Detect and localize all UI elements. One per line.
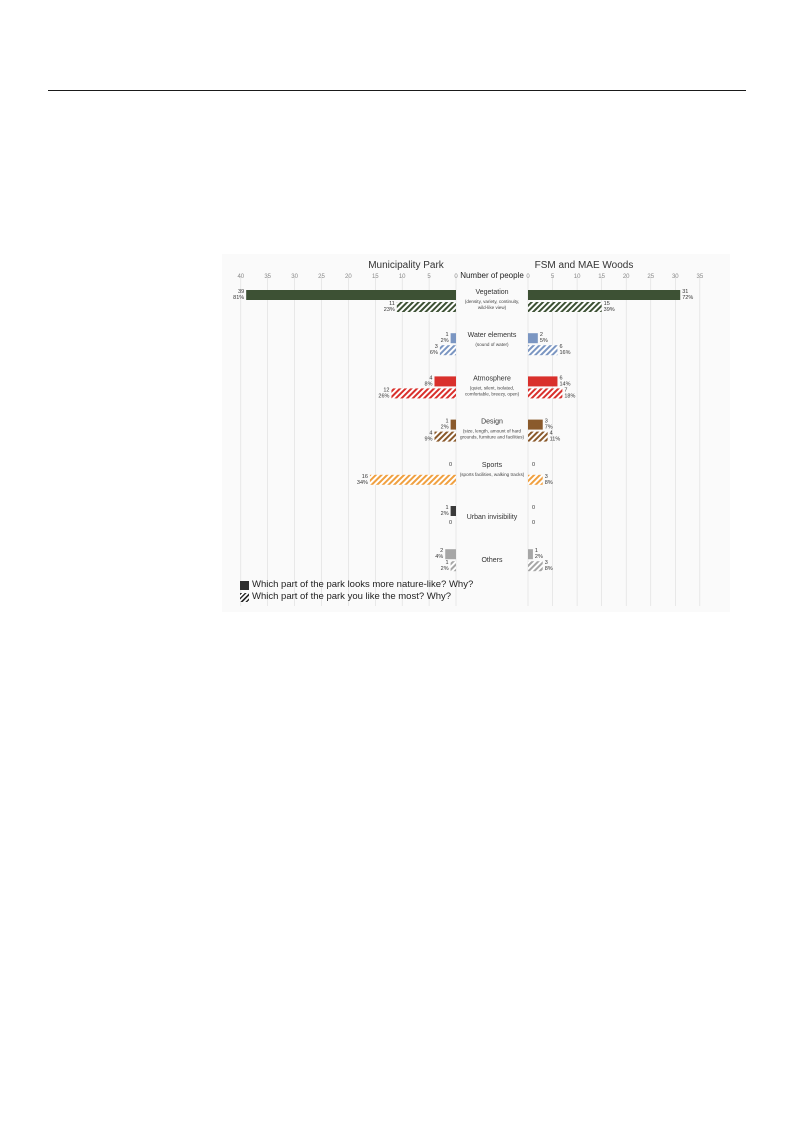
label-right-like-others-count: 3 — [544, 560, 548, 567]
label-left-nature-urban-invisibility-percent: 2% — [440, 511, 449, 517]
legend-item-like — [240, 591, 473, 603]
category-label-others: Others — [481, 557, 503, 565]
label-right-like-vegetation-count: 15 — [603, 301, 610, 307]
bar-right-like-vegetation — [528, 302, 602, 312]
legend-label-like: Which part of the park you like the most? Why? — [252, 591, 452, 602]
label-left-nature-design-count: 1 — [445, 418, 449, 425]
bar-left-like-sports — [370, 475, 456, 485]
label-left-like-atmosphere-count: 12 — [383, 387, 390, 394]
tick-label: 25 — [647, 274, 655, 280]
label-right-nature-vegetation-count: 31 — [682, 289, 689, 295]
bar-right-nature-design — [528, 420, 543, 430]
page-header-rule — [48, 90, 746, 91]
label-left-nature-others-percent: 4% — [435, 554, 444, 561]
category-desc-atmosphere: (quiet, silent, isolated, — [469, 385, 515, 391]
tick-label: 35 — [264, 274, 272, 280]
label-left-like-vegetation-percent: 23% — [383, 307, 395, 313]
label-right-like-water-elements-percent: 16% — [559, 350, 571, 357]
bar-right-like-atmosphere — [528, 388, 562, 398]
label-left-nature-urban-invisibility-count: 1 — [445, 505, 449, 511]
legend-swatch-hatched — [240, 593, 249, 602]
label-right-nature-design-count: 3 — [544, 418, 548, 425]
bar-left-like-vegetation — [397, 302, 456, 312]
tick-label: 10 — [573, 274, 581, 280]
label-left-nature-vegetation-percent: 81% — [233, 295, 245, 301]
tick-label: 0 — [526, 274, 530, 280]
axis-label: Number of people — [460, 271, 524, 280]
label-left-nature-others-count: 2 — [440, 548, 444, 555]
label-right-nature-design-percent: 7% — [544, 424, 553, 431]
tick-label: 10 — [398, 274, 406, 280]
chart-legend — [240, 579, 473, 603]
bar-right-like-water-elements — [528, 345, 557, 355]
bar-right-like-sports — [528, 475, 543, 485]
label-left-nature-vegetation-count: 39 — [238, 289, 245, 295]
legend-item-nature — [240, 579, 473, 591]
tick-label: 25 — [318, 274, 325, 280]
label-right-nature-water-elements-percent: 5% — [539, 338, 548, 345]
label-left-like-design-count: 4 — [429, 430, 433, 437]
label-left-like-atmosphere-percent: 26% — [378, 393, 390, 400]
tick-label: 5 — [427, 274, 431, 280]
category-desc-atmosphere: comfortable, breezy, open) — [464, 391, 520, 397]
label-left-like-water-elements-count: 3 — [434, 344, 438, 351]
category-label-urban-invisibility: Urban invisibility — [466, 514, 518, 521]
label-left-like-sports-count: 16 — [361, 473, 368, 480]
category-label-sports: Sports — [481, 461, 503, 469]
label-left-like-sports-percent: 34% — [356, 479, 368, 486]
label-left-like-vegetation-count: 11 — [389, 301, 395, 307]
label-left-nature-atmosphere-percent: 8% — [424, 381, 433, 388]
label-left-like-water-elements-percent: 6% — [429, 350, 438, 357]
label-right-nature-atmosphere-count: 6 — [559, 375, 563, 382]
butterfly-bar-chart — [222, 254, 730, 612]
legend-swatch-solid — [240, 581, 249, 590]
bar-right-nature-water-elements — [528, 333, 538, 343]
legend-label-nature: Which part of the park looks more nature-like? Why? — [252, 579, 474, 590]
category-desc-sports: (sports facilities, walking tracks) — [459, 471, 525, 477]
tick-label: 20 — [345, 274, 352, 280]
label-right-nature-atmosphere-percent: 14% — [559, 381, 571, 388]
bar-left-nature-urban-invisibility — [451, 506, 456, 516]
bar-right-nature-vegetation — [528, 290, 680, 300]
category-desc-water-elements: (sound of water) — [475, 342, 509, 348]
tick-label: 15 — [598, 274, 605, 280]
label-right-like-others-percent: 8% — [544, 566, 553, 573]
label-right-nature-sports-count: 0 — [532, 461, 536, 468]
category-desc-vegetation: wild-like view) — [477, 305, 507, 310]
label-right-like-atmosphere-count: 7 — [564, 387, 568, 394]
category-label-atmosphere: Atmosphere — [473, 375, 511, 383]
label-right-nature-others-count: 1 — [534, 548, 538, 555]
bar-left-nature-others — [445, 549, 456, 559]
label-right-like-atmosphere-percent: 18% — [564, 393, 576, 400]
label-left-nature-sports-count: 0 — [448, 461, 452, 468]
label-right-like-urban-invisibility-count: 0 — [532, 520, 536, 526]
label-right-like-design-count: 4 — [549, 430, 553, 437]
label-left-nature-design-percent: 2% — [440, 424, 449, 431]
bar-left-nature-design — [451, 420, 456, 430]
bar-right-like-others — [528, 561, 543, 571]
bar-left-nature-vegetation — [246, 290, 456, 300]
label-left-nature-water-elements-percent: 2% — [440, 338, 449, 345]
tick-label: 20 — [622, 274, 630, 280]
right-panel-title: FSM and MAE Woods — [534, 260, 634, 271]
tick-label: 30 — [671, 274, 679, 280]
tick-label: 0 — [454, 274, 458, 280]
label-left-like-design-percent: 9% — [424, 436, 433, 443]
category-label-water-elements: Water elements — [467, 332, 517, 340]
label-right-nature-water-elements-count: 2 — [539, 332, 543, 339]
label-right-nature-vegetation-percent: 72% — [682, 295, 694, 301]
bar-left-like-water-elements — [440, 345, 456, 355]
label-left-like-urban-invisibility-count: 0 — [448, 520, 452, 526]
tick-label: 30 — [291, 274, 298, 280]
bar-left-like-others — [451, 561, 456, 571]
label-right-nature-urban-invisibility-count: 0 — [532, 505, 536, 511]
bar-left-like-atmosphere — [391, 388, 456, 398]
tick-label: 15 — [371, 274, 379, 280]
label-left-nature-water-elements-count: 1 — [445, 332, 449, 339]
category-label-design: Design — [481, 418, 503, 426]
label-left-like-others-count: 1 — [445, 560, 449, 567]
bar-left-like-design — [434, 432, 456, 442]
label-right-like-vegetation-percent: 39% — [603, 307, 615, 313]
bar-right-nature-others — [528, 549, 533, 559]
category-desc-design: (size, length, amount of hard — [462, 428, 522, 434]
label-right-like-water-elements-count: 6 — [559, 344, 563, 351]
left-panel-title: Municipality Park — [368, 260, 444, 271]
label-right-like-sports-percent: 8% — [544, 479, 553, 486]
label-left-nature-atmosphere-count: 4 — [429, 375, 433, 382]
tick-label: 40 — [237, 274, 245, 280]
bar-right-like-design — [528, 432, 548, 442]
tick-label: 35 — [696, 274, 704, 280]
tick-label: 5 — [550, 274, 555, 280]
category-desc-design: grounds, furniture and facilities) — [459, 434, 525, 440]
bar-right-nature-atmosphere — [528, 376, 557, 386]
bar-left-nature-atmosphere — [434, 376, 456, 386]
label-left-like-others-percent: 2% — [440, 566, 449, 573]
label-right-like-design-percent: 11% — [549, 436, 561, 443]
label-right-like-sports-count: 3 — [544, 473, 548, 480]
bar-left-nature-water-elements — [451, 333, 456, 343]
category-desc-vegetation: (density, variety, continuity, — [464, 299, 520, 304]
category-label-vegetation: Vegetation — [475, 289, 509, 296]
label-right-nature-others-percent: 2% — [534, 554, 543, 561]
